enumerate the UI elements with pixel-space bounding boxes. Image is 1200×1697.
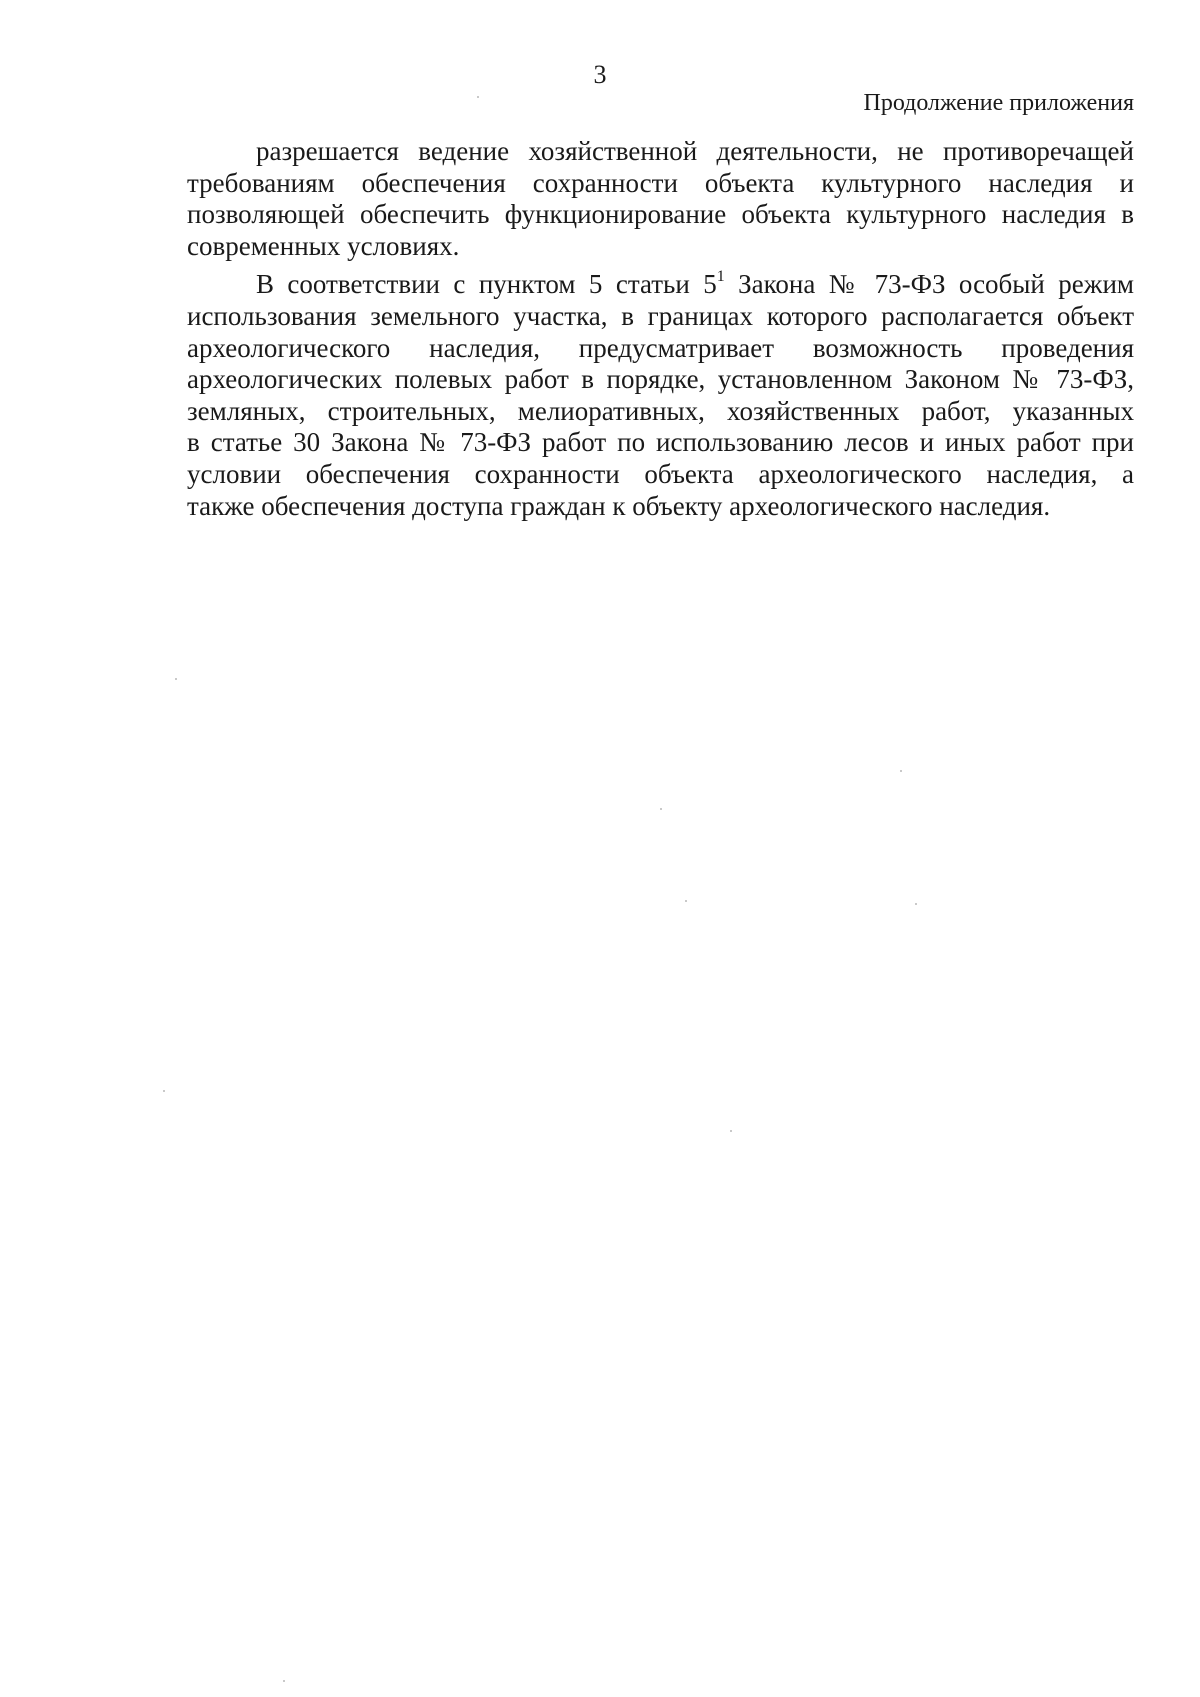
running-header: Продолжение приложения	[863, 90, 1134, 116]
body-text	[187, 136, 1134, 529]
scan-speck	[685, 900, 687, 902]
scan-speck	[730, 1130, 732, 1132]
paragraph-2-line-1-start: В соответствии с пунктом 5 статьи 5	[256, 269, 717, 300]
paragraph-2-line-2: использования земельного участка, в границах которого располагается объект	[187, 300, 1134, 331]
paragraph-2-line-1	[187, 269, 1134, 301]
article-superscript: 1	[716, 268, 725, 286]
paragraph-2-line-5: земляных, строительных, мелиоративных, хозяйственных работ, указанных	[187, 395, 1134, 426]
scan-speck	[477, 96, 479, 98]
paragraph-2-line-3: археологического наследия, предусматривает возможность проведения	[187, 332, 1134, 363]
paragraph-1-line-2: требованиям обеспечения сохранности объекта культурного наследия и	[187, 167, 1134, 198]
paragraph-2	[187, 269, 1134, 522]
paragraph-1-line-1: разрешается ведение хозяйственной деятельности, не противоречащей	[256, 136, 1134, 166]
paragraph-2-line-7: условии обеспечения сохранности объекта археологического наследия, а	[187, 458, 1134, 489]
paragraph-2-line-1-end: Закона № 73-ФЗ особый режим	[724, 269, 1134, 300]
paragraph-1	[187, 136, 1134, 262]
scan-speck	[175, 678, 177, 680]
scan-speck	[283, 1680, 285, 1682]
paragraph-1-line-4: современных условиях.	[187, 230, 460, 261]
scan-speck	[660, 808, 662, 810]
paragraph-2-line-8: также обеспечения доступа граждан к объекту археологического наследия.	[187, 490, 1051, 521]
scan-speck	[900, 770, 902, 772]
scan-speck	[163, 1090, 165, 1092]
paragraph-2-line-6: в статье 30 Закона № 73-ФЗ работ по использованию лесов и иных работ при	[187, 427, 1134, 458]
paragraph-1-line-3: позволяющей обеспечить функционирование объекта культурного наследия в	[187, 199, 1134, 230]
scan-speck	[915, 903, 917, 905]
page-number: 3	[593, 60, 607, 89]
paragraph-2-line-4: археологических полевых работ в порядке, установленном Законом № 73-ФЗ,	[187, 364, 1134, 395]
